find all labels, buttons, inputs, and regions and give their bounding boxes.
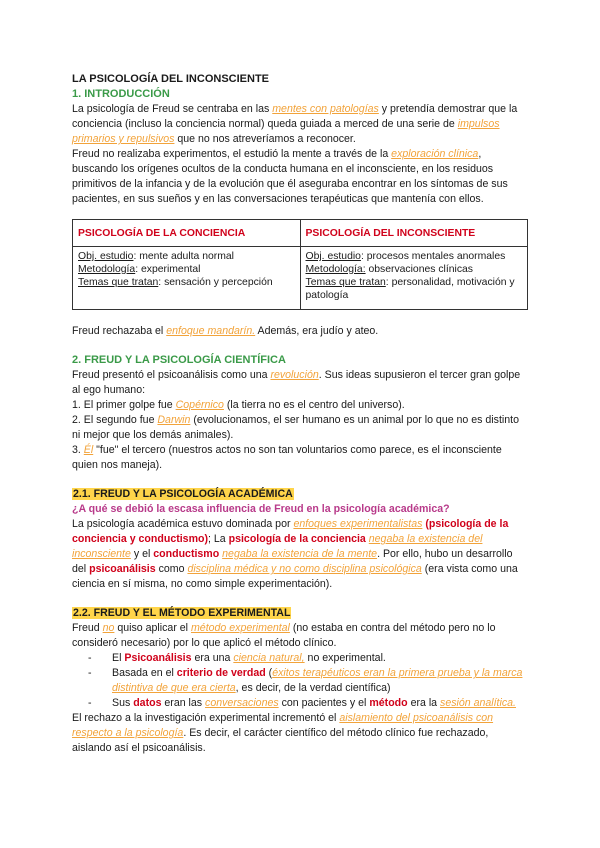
highlight-term: conversaciones: [205, 697, 279, 709]
highlight-term: no: [102, 622, 115, 634]
list-item: - Sus datos eran las conversaciones con pacientes y el método era la sesión analítica.: [112, 696, 528, 711]
list-item: 2. El segundo fue Darwin (evolucionamos, el ser humano es un animal por lo que no es distinto ni mejor que los demás animales).: [72, 414, 519, 441]
table-cell-inconsciente: Obj. estudio: procesos mentales anormales Metodología: observaciones clínicas Temas que tratan: personalidad, motivación y patología: [300, 247, 528, 310]
document-page: [72, 70, 528, 756]
highlight-term: Copérnico: [175, 399, 224, 411]
highlight-term: exploración clínica: [391, 148, 479, 160]
highlight-term: aislamiento del psicoanálisis con respecto a la psicología: [72, 712, 494, 739]
comparison-table: [72, 219, 528, 310]
highlight-term: negaba la existencia de la mente: [222, 548, 378, 560]
intro-paragraph-1: La psicología de Freud se centraba en las mentes con patologías y pretendía demostrar que la conciencia (incluso la conciencia normal) queda guiada a merced de una serie de impulsos primarios y repulsivos que no nos atreveríamos a reconocer.: [72, 103, 518, 145]
section-heading-psicologia-cientifica: 2. FREUD Y LA PSICOLOGÍA CIENTÍFICA: [72, 354, 286, 366]
table-cell-conciencia: Obj. estudio: mente adulta normal Metodología: experimental Temas que tratan: sensación y percepción: [73, 247, 301, 310]
section21-paragraph: La psicología académica estuvo dominada por enfoques experimentalistas (psicología de la conciencia y conductismo); La psicología de la conciencia negaba la existencia del inconsciente y el conductismo negaba la existencia de la mente. Por ello, hubo un desarrollo del psicoanálisis como disciplina médica y no como disciplina psicológica (era vista como una ciencia en sí misma, no como simple experimentación).: [72, 518, 518, 590]
highlight-term: enfoques experimentalistas: [293, 518, 423, 530]
document-title: LA PSICOLOGÍA DEL INCONSCIENTE: [72, 73, 269, 85]
highlight-term: revolución: [270, 369, 319, 381]
section2-paragraph: Freud presentó el psicoanálisis como una revolución. Sus ideas supusieron el tercer gran golpe al ego humano:: [72, 369, 521, 396]
section-heading-psicologia-academica: 2.1. FREUD Y LA PSICOLOGÍA ACADÉMICA: [73, 488, 293, 500]
list-item: - El Psicoanálisis era una ciencia natural, no experimental.: [112, 651, 528, 666]
highlight-term: sesión analítica.: [440, 697, 516, 709]
intro-paragraph-2: Freud no realizaba experimentos, el estudió la mente a través de la exploración clínica, buscando los orígenes ocultos de la conducta humana en el inconsciente, en los residuos primitivos de la infancia y de la evolución que él aseguraba encontrar en los síntomas de sus pacientes, en sus sueños y en las conversaciones terapéuticas que mantenía con ellos.: [72, 148, 508, 205]
list-item: 1. El primer golpe fue Copérnico (la tierra no es el centro del universo).: [72, 399, 405, 411]
section22-paragraph: Freud no quiso aplicar el método experimental (no estaba en contra del método pero no lo consideró necesario) por lo que aplicó el método clínico.: [72, 622, 496, 649]
highlight-term: ciencia natural,: [233, 652, 305, 664]
highlight-term: disciplina médica y no como disciplina psicológica: [187, 563, 422, 575]
highlight-term: Él: [83, 444, 94, 456]
highlight-term: impulsos primarios y repulsivos: [72, 118, 500, 145]
highlight-term: éxitos terapéuticos eran la primera prueba y la marca distintiva de que era cierta: [112, 667, 523, 694]
section-heading-metodo-experimental: 2.2. FREUD Y EL MÉTODO EXPERIMENTAL: [73, 607, 291, 619]
table-header-inconsciente: PSICOLOGÍA DEL INCONSCIENTE: [300, 220, 528, 247]
highlight-term: enfoque mandarín.: [166, 325, 256, 337]
section-heading-introduccion: 1. INTRODUCCIÓN: [72, 88, 170, 100]
highlight-term: negaba la existencia del inconsciente: [72, 533, 483, 560]
highlight-term: Darwin: [157, 414, 191, 426]
method-list: [72, 651, 528, 711]
highlight-term: método experimental: [190, 622, 290, 634]
conclusion-paragraph: El rechazo a la investigación experimental incrementó el aislamiento del psicoanálisis con respecto a la psicología. Es decir, el carácter científico del método clínico fue rechazado, aislando así el psicoanálisis.: [72, 712, 494, 754]
after-table-paragraph: Freud rechazaba el enfoque mandarín. Además, era judío y ateo.: [72, 325, 379, 337]
list-item: 3. Él "fue" el tercero (nuestros actos no son tan voluntarios como parece, es el inconsciente quien nos maneja).: [72, 444, 502, 471]
table-header-conciencia: PSICOLOGÍA DE LA CONCIENCIA: [73, 220, 301, 247]
section-question: ¿A qué se debió la escasa influencia de Freud en la psicología académica?: [72, 503, 450, 515]
highlight-term: mentes con patologías: [272, 103, 379, 115]
list-item: - Basada en el criterio de verdad (éxitos terapéuticos eran la primera prueba y la marca distintiva de que era cierta, es decir, de la verdad científica): [112, 666, 528, 696]
